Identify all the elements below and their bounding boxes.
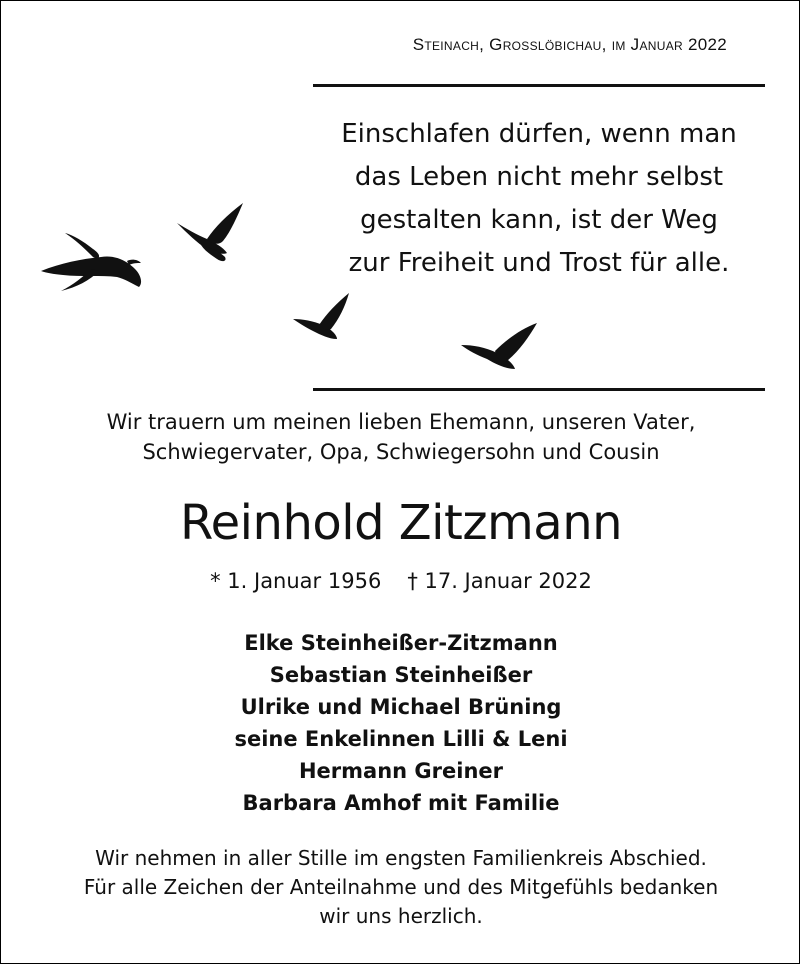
mourner-name: Ulrike und Michael Brüning [240,695,562,719]
mourner-name: seine Enkelinnen Lilli & Leni [234,727,568,751]
flying-birds-icon [1,191,561,381]
closing-line: wir uns herzlich. [319,904,483,928]
intro-text [1,407,800,467]
mourner-name: Elke Steinheißer-Zitzmann [244,631,558,655]
birth-date: * 1. Januar 1956 [210,569,382,593]
life-dates [1,567,800,595]
bird-icon [177,203,243,261]
intro-line: Schwiegervater, Opa, Schwiegersohn und Cousin [142,440,660,464]
quote-line: gestalten kann, ist der Weg [360,205,718,235]
closing-line: Für alle Zeichen der Anteilnahme und des Mitgefühls bedanken [83,875,719,899]
closing-text [1,844,800,931]
bird-icon [293,293,349,339]
deceased-name: Reinhold Zitzmann [179,495,623,551]
bird-icon [461,323,537,369]
quote-line: zur Freiheit und Trost für alle. [348,248,730,278]
quote-line: das Leben nicht mehr selbst [354,162,724,192]
mourner-name: Sebastian Steinheißer [269,663,533,687]
bird-icon [41,233,141,291]
mourner-name: Barbara Amhof mit Familie [242,791,560,815]
top-divider [313,84,765,87]
death-date: † 17. Januar 2022 [407,569,592,593]
mourner-name: Hermann Greiner [298,759,504,783]
closing-line: Wir nehmen in aller Stille im engsten Familienkreis Abschied. [95,846,707,870]
place-date-line: Steinach, Grosslöbichau, im Januar 2022 [412,35,727,54]
mourners-list [1,627,800,819]
quote-line: Einschlafen dürfen, wenn man [341,119,737,149]
bottom-divider [313,388,765,391]
intro-line: Wir trauern um meinen lieben Ehemann, unseren Vater, [106,410,696,434]
